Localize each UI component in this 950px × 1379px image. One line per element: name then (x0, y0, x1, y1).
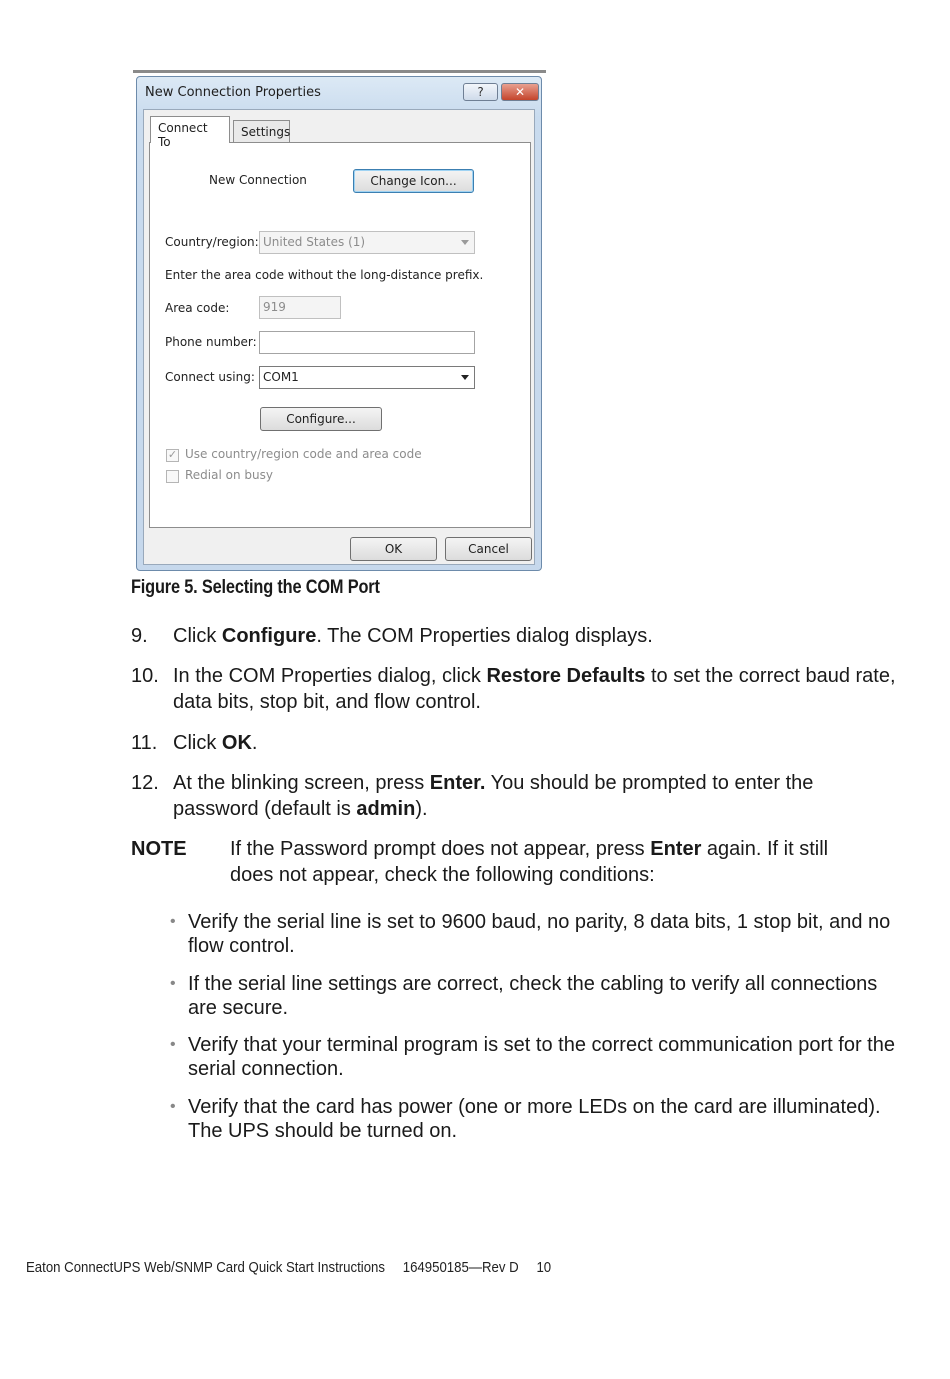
use-country-checkbox[interactable] (166, 449, 179, 462)
phone-number-label: Phone number: (165, 335, 257, 349)
bullet-text: Verify that the card has power (one or more LEDs on the card are illuminated). The UPS should be turned on. (188, 1096, 881, 1142)
step-text: In the COM Properties dialog, click Restore Defaults to set the correct baud rate, data bits, stop bit, and flow control. (173, 665, 896, 713)
bullet-text: Verify the serial line is set to 9600 baud, no parity, 8 data bits, 1 stop bit, and no flow control. (188, 911, 891, 957)
country-region-label: Country/region: (165, 235, 259, 249)
area-code-hint: Enter the area code without the long-distance prefix. (165, 268, 484, 282)
area-code-field[interactable]: 919 (259, 296, 341, 319)
connect-using-select[interactable] (259, 366, 475, 389)
change-icon-button[interactable]: Change Icon... (353, 169, 474, 193)
footer-page-number: 10 (536, 1259, 552, 1276)
connect-using-value: COM1 (263, 370, 299, 384)
bullet-icon: • (170, 975, 176, 992)
step-text: At the blinking screen, press Enter. You should be prompted to enter the password (default is admin). (173, 772, 814, 820)
new-connection-properties-dialog (136, 76, 542, 571)
bullet-text: If the serial line settings are correct, check the cabling to verify all connections are secure. (188, 973, 878, 1019)
country-region-value: United States (1) (263, 235, 366, 249)
checkmark-icon: ✓ (167, 449, 178, 461)
page-footer (26, 1259, 565, 1276)
note-text: If the Password prompt does not appear, press Enter again. If it still does not appear, check the following conditions: (230, 838, 829, 886)
bullet-icon: • (170, 913, 176, 930)
dialog-screenshot (133, 70, 546, 570)
chevron-down-icon (461, 240, 469, 245)
footer-title: Eaton ConnectUPS Web/SNMP Card Quick Start Instructions (26, 1259, 385, 1276)
redial-checkbox[interactable] (166, 470, 179, 483)
dialog-title: New Connection Properties (145, 85, 321, 100)
step-number: 10. (131, 665, 159, 687)
figure-caption: Figure 5. Selecting the COM Port (131, 577, 380, 598)
chevron-down-icon (461, 375, 469, 380)
dialog-client-area (143, 109, 535, 565)
use-country-label: Use country/region code and area code (185, 447, 422, 461)
cancel-button[interactable]: Cancel (445, 537, 532, 561)
connection-name-label: New Connection (209, 173, 307, 187)
configure-button[interactable]: Configure... (260, 407, 382, 431)
bullet-text: Verify that your terminal program is set to the correct communication port for the serial connection. (188, 1034, 895, 1080)
bullet-icon: • (170, 1036, 176, 1053)
country-region-select[interactable] (259, 231, 475, 254)
bullet-icon: • (170, 1098, 176, 1115)
connect-to-panel (149, 142, 531, 528)
step-text: Click Configure. The COM Properties dialog displays. (173, 625, 653, 647)
step-text: Click OK. (173, 732, 258, 754)
step-number: 12. (131, 772, 159, 794)
tab-connect-to[interactable]: Connect To (150, 116, 230, 143)
step-number: 9. (131, 625, 148, 647)
ok-button[interactable]: OK (350, 537, 437, 561)
close-button[interactable]: ✕ (501, 83, 539, 101)
step-number: 11. (131, 732, 158, 754)
tab-settings[interactable]: Settings (233, 120, 290, 142)
phone-number-field[interactable] (259, 331, 475, 354)
help-button[interactable]: ? (463, 83, 498, 101)
connect-using-label: Connect using: (165, 370, 255, 384)
redial-label: Redial on busy (185, 468, 273, 482)
area-code-label: Area code: (165, 301, 230, 315)
footer-doc-number: 164950185—Rev D (402, 1259, 519, 1276)
note-label: NOTE (131, 838, 187, 860)
